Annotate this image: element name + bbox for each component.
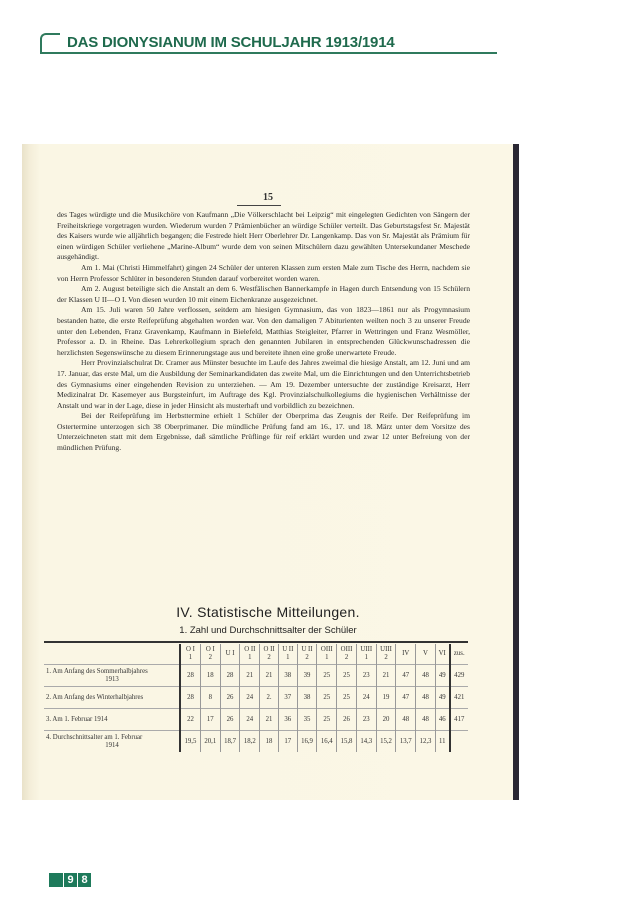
table-cell: 2. xyxy=(260,687,279,709)
table-cell: 19 xyxy=(376,687,396,709)
column-header-sub: 1 xyxy=(364,654,368,661)
paragraph: Bei der Reifeprüfung im Herbsttermine erhielt 1 Schüler der Oberprima das Zeugnis der Reife. Der Reifeprüfung im Ostertermine unterzogen sich 38 Oberprimaner. Die mündliche Prüfung fand am 16., 17. und 18. März unter dem Vorsitze des Unterzeichneten statt mit dem Ergebnisse, daß sämtliche Prüflinge für reif erklärt wurden und zwar 12 unter Befreiung von der mündlichen Prüfung. xyxy=(57,411,470,453)
table-cell: 25 xyxy=(317,709,337,731)
table-cell: 429 xyxy=(450,665,468,687)
column-header-top: U II xyxy=(301,646,313,653)
row-label-text: 3. Am 1. Februar 1914 xyxy=(46,715,108,723)
table-top-rule xyxy=(44,641,468,643)
paragraph: Am 1. Mai (Christi Himmelfahrt) gingen 24 Schüler der unteren Klassen zum ersten Male zum Tische des Herrn, nachdem sie von Herrn Professor Schlüter in besonderen Stunden darauf vorbereitet worden waren. xyxy=(57,262,470,283)
table-cell: 21 xyxy=(240,665,260,687)
table-cell: 15,2 xyxy=(376,731,396,753)
table-cell: 24 xyxy=(240,709,260,731)
column-header-top: U I xyxy=(225,650,235,657)
table-cell: 22 xyxy=(180,709,200,731)
book-spine-edge xyxy=(513,144,519,800)
table-cell: 26 xyxy=(220,687,240,709)
column-header-top: O I xyxy=(205,646,215,653)
row-label xyxy=(44,665,180,687)
table-cell: 14,3 xyxy=(356,731,376,753)
table-cell: 16,4 xyxy=(317,731,337,753)
table-row xyxy=(44,665,468,687)
scanned-page xyxy=(22,144,514,800)
table-cell: 48 xyxy=(416,687,436,709)
column-header-sub: 2 xyxy=(267,654,271,661)
table-cell: 28 xyxy=(180,665,200,687)
column-header xyxy=(376,644,396,665)
table-cell: 18 xyxy=(260,731,279,753)
table-cell: 46 xyxy=(435,709,449,731)
column-header-sub: 2 xyxy=(305,654,309,661)
table-cell: 23 xyxy=(356,709,376,731)
column-header xyxy=(450,644,468,665)
table-cell: 48 xyxy=(416,709,436,731)
column-header-top: UIII xyxy=(380,646,392,653)
column-header xyxy=(396,644,416,665)
row-label-continuation: 1913 xyxy=(105,675,119,683)
table-cell: 23 xyxy=(356,665,376,687)
row-label xyxy=(44,731,180,753)
page-digit: 8 xyxy=(78,873,91,887)
header-bracket-ornament xyxy=(40,33,60,54)
table-cell: 18,2 xyxy=(240,731,260,753)
table-cell: 24 xyxy=(240,687,260,709)
paragraph: des Tages würdigte und die Musikchöre von Kaufmann „Die Völkerschlacht bei Leipzig“ mit eingelegten Gedichten von Sängern der Freiheitskriege vorgetragen wurden. Wiederum wurden 7 Prämienbücher an würdige Schüler verteilt. Das Geburtstagsfest Sr. Majestät des Kaisers wurde wie alljährlich begangen; die Festrede hielt Herr Oberlehrer Dr. Langenkamp. Das von Sr. Majestät als Prämium für einen würdigen Schüler verliehene „Marine-Album“ wurde dem von seinen Mitschülern dazu gewählten Untersekundaner Meschede ausgehändigt. xyxy=(57,210,470,262)
table-cell xyxy=(450,731,468,753)
column-header-top: IV xyxy=(402,650,410,657)
column-header-top: zus. xyxy=(453,650,465,657)
column-header xyxy=(416,644,436,665)
column-header-top: UIII xyxy=(360,646,373,653)
table-cell: 417 xyxy=(450,709,468,731)
scan-page-number: 15 xyxy=(263,192,273,203)
column-header-sub: 1 xyxy=(188,654,193,661)
table-cell: 421 xyxy=(450,687,468,709)
table-cell: 18,7 xyxy=(220,731,240,753)
paragraph: Am 2. August beteiligte sich die Anstalt an dem 6. Westfälischen Bannerkampfe in Hagen durch Entsendung von 15 Schülern der Klassen U II—O I. Von diesen wurden 10 mit einem Eichenkranze ausgezeichnet. xyxy=(57,284,470,304)
table-row xyxy=(44,687,468,709)
table-cell: 28 xyxy=(220,665,240,687)
column-header-top: U II xyxy=(282,646,294,653)
column-header xyxy=(297,644,317,665)
column-header-sub: 2 xyxy=(208,654,212,661)
table-cell: 12,3 xyxy=(416,731,436,753)
column-header-top: O I xyxy=(186,646,195,653)
column-header-top: O II xyxy=(263,646,275,653)
table-cell: 24 xyxy=(356,687,376,709)
table-cell: 25 xyxy=(317,665,337,687)
column-header-top: VI xyxy=(438,650,446,657)
paragraph: Am 15. Juli waren 50 Jahre verflossen, seitdem am hiesigen Gymnasium, das von 1823—1861 nur als Progymnasium bestanden hatte, die erste Reifeprüfung abgehalten worden war. Von den damaligen 7 Abiturienten weilten noch 3 zu unserer Freude unter den Lebenden, Franz Gravenkamp, Kaufmann in Bielefeld, Matthias Steigleiter, Pfarrer in Wettringen und Franz Wesmöller, Professor a. D. in Rheine. Das Lehrerkollegium sprach den genannten Jubilaren in entsprechenden Glückwunschadressen die herzlichsten Segenswünsche zu diesem Erinnerungstage aus und bereitete ihnen eine große unerwartete Freude. xyxy=(57,305,470,357)
column-header-sub: 2 xyxy=(344,654,349,661)
table-cell: 20,1 xyxy=(200,731,220,753)
table-cell: 25 xyxy=(337,687,357,709)
table-cell: 21 xyxy=(260,709,279,731)
column-header-sub: 2 xyxy=(384,654,388,661)
column-header xyxy=(278,644,297,665)
table-cell: 47 xyxy=(396,687,416,709)
column-header xyxy=(337,644,357,665)
table-row xyxy=(44,709,468,731)
table-cell: 47 xyxy=(396,665,416,687)
table-cell: 26 xyxy=(220,709,240,731)
column-header-top: OIII xyxy=(320,646,333,653)
page-digit: 9 xyxy=(64,873,77,887)
table-cell: 21 xyxy=(376,665,396,687)
paragraph: Herr Provinzialschulrat Dr. Cramer aus Münster besuchte im Laufe des Jahres zweimal die hiesige Anstalt, am 12. Juni und am 17. Januar, das erste Mal, um die Ausbildung der Seminarkandidaten das zweite Mal, um die Einrichtungen und den Unterrichtsbetrieb des Gymnasiums einer eingehenden Revision zu unterziehen. — Am 19. Dezember untersuchte der zuständige Kreisarzt, Herr Medizinalrat Dr. Kasemeyer aus Burgsteinfurt, im Auftrage des Kgl. Provinzialschulkollegiums die hygienischen Verhältnisse der Anstalt und war in der Lage, diese in jeder Hinsicht als musterhaft und vorbildlich zu bezeichnen. xyxy=(57,358,470,410)
table-cell: 20 xyxy=(376,709,396,731)
table-cell: 38 xyxy=(297,687,317,709)
table-cell: 37 xyxy=(278,687,297,709)
column-header xyxy=(180,644,200,665)
table-cell: 49 xyxy=(435,665,449,687)
row-label-text: 4. Durchschnittsalter am 1. Februar xyxy=(46,733,143,741)
table-cell: 25 xyxy=(317,687,337,709)
row-label xyxy=(44,709,180,731)
header-cell-empty xyxy=(44,644,180,665)
table-cell: 16,9 xyxy=(297,731,317,753)
header-title: DAS DIONYSIANUM IM SCHULJAHR 1913/1914 xyxy=(67,34,395,51)
row-label xyxy=(44,687,180,709)
table-cell: 17 xyxy=(278,731,297,753)
column-header-top: OIII xyxy=(340,646,353,653)
column-header xyxy=(356,644,376,665)
table-header-row xyxy=(44,644,468,665)
row-label-continuation: 1914 xyxy=(105,741,119,749)
page-number-badge xyxy=(49,873,91,887)
table-row xyxy=(44,731,468,753)
header-rule xyxy=(40,52,497,54)
table-cell: 19,5 xyxy=(180,731,200,753)
table-cell: 15,8 xyxy=(337,731,357,753)
table-cell: 18 xyxy=(200,665,220,687)
row-label-text: 2. Am Anfang des Winterhalbjahres xyxy=(46,693,144,701)
table-cell: 21 xyxy=(260,665,279,687)
body-text xyxy=(57,210,470,454)
student-statistics-table xyxy=(44,644,468,752)
table-cell: 48 xyxy=(396,709,416,731)
table-cell: 39 xyxy=(297,665,317,687)
table-cell: 28 xyxy=(180,687,200,709)
table-cell: 26 xyxy=(337,709,357,731)
table-cell: 11 xyxy=(435,731,449,753)
column-header xyxy=(260,644,279,665)
column-header xyxy=(317,644,337,665)
column-header-sub: 1 xyxy=(325,654,329,661)
column-header-sub: 1 xyxy=(286,654,290,661)
table-cell: 17 xyxy=(200,709,220,731)
column-header xyxy=(240,644,260,665)
table-cell: 25 xyxy=(337,665,357,687)
page-number-rule xyxy=(237,205,281,206)
table-cell: 49 xyxy=(435,687,449,709)
subsection-title: 1. Zahl und Durchschnittsalter der Schüler xyxy=(179,625,357,636)
column-header-top: V xyxy=(423,650,428,657)
table-cell: 13,7 xyxy=(396,731,416,753)
row-label-text: 1. Am Anfang des Sommerhalbjahres xyxy=(46,667,148,675)
column-header xyxy=(435,644,449,665)
column-header xyxy=(220,644,240,665)
table-cell: 35 xyxy=(297,709,317,731)
table-cell: 36 xyxy=(278,709,297,731)
column-header-sub: 1 xyxy=(248,654,252,661)
table-cell: 38 xyxy=(278,665,297,687)
table-cell: 8 xyxy=(200,687,220,709)
column-header xyxy=(200,644,220,665)
section-title: IV. Statistische Mitteilungen. xyxy=(176,604,360,620)
table-cell: 48 xyxy=(416,665,436,687)
badge-blank-block xyxy=(49,873,63,887)
running-header xyxy=(40,30,497,54)
column-header-top: O II xyxy=(244,646,256,653)
